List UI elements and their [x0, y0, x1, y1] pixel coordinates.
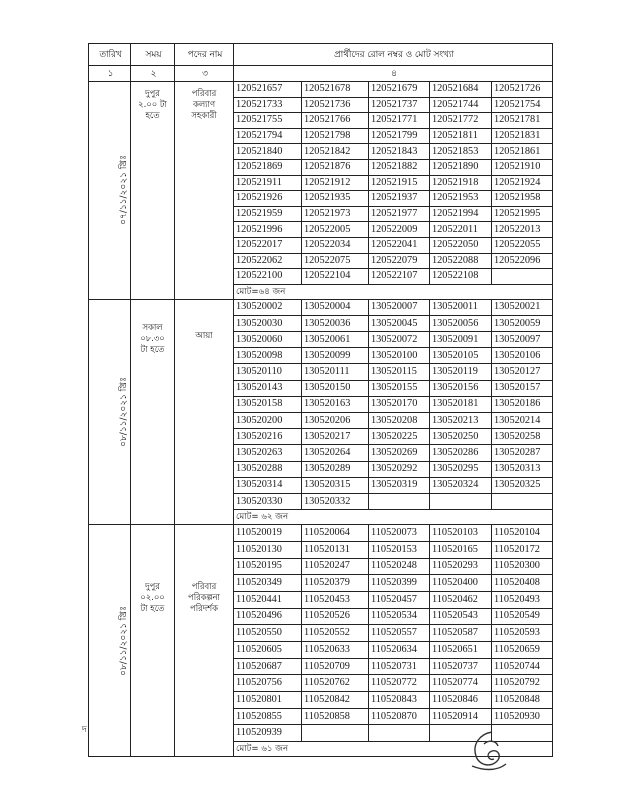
roll-number: 130520110 [234, 364, 302, 380]
candidate-total: মোট= ৬২ জন [234, 510, 553, 525]
roll-number: 120521910 [492, 159, 553, 175]
roll-number: 120521842 [302, 144, 369, 160]
roll-number: 110520165 [430, 541, 492, 558]
column-number: ৪ [234, 66, 553, 82]
exam-date-text: ০৮/১১/২০২১ খ্রিঃ [118, 605, 129, 676]
roll-number: 120522005 [302, 222, 369, 238]
roll-number: 120521754 [492, 97, 553, 113]
roll-number: 110520659 [492, 641, 553, 658]
roll-number: 110520493 [492, 591, 553, 608]
roll-number: 130520269 [369, 445, 430, 461]
post-name-line: পরিদর্শক [190, 603, 218, 614]
roll-row [89, 299, 553, 315]
roll-number: 130520216 [234, 429, 302, 445]
candidate-total: মোট= ৬১ জন [234, 742, 553, 757]
roll-number: 120521766 [302, 113, 369, 129]
header-roll-numbers: প্রার্থীদের রোল নম্বর ও মোট সংখ্যা [234, 44, 553, 66]
post-name-line: সহকারী [191, 110, 217, 120]
roll-number: 130520097 [492, 332, 553, 348]
roll-number [430, 493, 492, 509]
roll-number: 130520186 [492, 396, 553, 412]
roll-number: 130520315 [302, 477, 369, 493]
roll-number: 110520792 [492, 675, 553, 692]
roll-number: 110520744 [492, 658, 553, 675]
roll-number [492, 269, 553, 285]
roll-number: 120521772 [430, 113, 492, 129]
roll-number: 110520300 [492, 558, 553, 575]
roll-number: 120521953 [430, 191, 492, 207]
exam-date-text: ০৭/১১/২০২১ খ্রিঃ [118, 155, 129, 226]
roll-number: 110520408 [492, 575, 553, 592]
post-name-line: কল্যাণ [192, 99, 216, 109]
roll-number: 130520217 [302, 429, 369, 445]
roll-number: 130520158 [234, 396, 302, 412]
roll-number: 110520073 [369, 525, 430, 542]
roll-number: 130520111 [302, 364, 369, 380]
roll-number: 130520036 [302, 315, 369, 331]
roll-number: 120521799 [369, 128, 430, 144]
roll-number: 120521737 [369, 97, 430, 113]
roll-number: 120522075 [302, 253, 369, 269]
post-name-line: আয়া [195, 329, 213, 340]
roll-number: 110520772 [369, 675, 430, 692]
roll-number: 120521912 [302, 175, 369, 191]
exam-date [89, 82, 131, 300]
roll-number: 110520687 [234, 658, 302, 675]
roll-number: 110520064 [302, 525, 369, 542]
roll-number: 110520843 [369, 692, 430, 709]
roll-number: 110520737 [430, 658, 492, 675]
roll-number: 120522041 [369, 237, 430, 253]
header-time: সময় [131, 44, 175, 66]
roll-number: 110520587 [430, 625, 492, 642]
roll-number: 120522096 [492, 253, 553, 269]
roll-number: 120521798 [302, 128, 369, 144]
roll-number: 130520181 [430, 396, 492, 412]
roll-number: 130520099 [302, 348, 369, 364]
roll-number: 130520127 [492, 364, 553, 380]
roll-number: 120521996 [234, 222, 302, 238]
roll-number: 120522100 [234, 269, 302, 285]
roll-number: 130520119 [430, 364, 492, 380]
roll-number: 130520214 [492, 413, 553, 429]
roll-number: 120521853 [430, 144, 492, 160]
roll-number: 120521890 [430, 159, 492, 175]
roll-number: 120522088 [430, 253, 492, 269]
column-number: ২ [131, 66, 175, 82]
roll-number: 130520115 [369, 364, 430, 380]
roll-number: 110520552 [302, 625, 369, 642]
roll-number: 120522011 [430, 222, 492, 238]
roll-number: 130520287 [492, 445, 553, 461]
roll-number: 110520756 [234, 675, 302, 692]
roll-number: 130520056 [430, 315, 492, 331]
roll-number: 120521924 [492, 175, 553, 191]
roll-number: 130520021 [492, 299, 553, 315]
roll-number: 110520855 [234, 708, 302, 725]
roll-number [492, 493, 553, 509]
roll-number: 120521911 [234, 175, 302, 191]
roll-number: 110520534 [369, 608, 430, 625]
roll-number: 110520496 [234, 608, 302, 625]
roll-number: 130520225 [369, 429, 430, 445]
roll-number: 120521831 [492, 128, 553, 144]
roll-number: 130520100 [369, 348, 430, 364]
roll-number: 120521958 [492, 191, 553, 207]
roll-number: 120521994 [430, 206, 492, 222]
roll-number: 130520007 [369, 299, 430, 315]
roll-number: 130520330 [234, 493, 302, 509]
roll-number: 110520842 [302, 692, 369, 709]
roll-number: 110520130 [234, 541, 302, 558]
exam-time-line: হতে [145, 110, 160, 120]
roll-number: 120522013 [492, 222, 553, 238]
roll-number: 110520930 [492, 708, 553, 725]
roll-number: 110520441 [234, 591, 302, 608]
roll-number: 110520709 [302, 658, 369, 675]
roll-number: 130520098 [234, 348, 302, 364]
roll-number: 110520939 [234, 725, 302, 742]
roll-number: 120521882 [369, 159, 430, 175]
roll-number: 110520914 [430, 708, 492, 725]
roll-number: 120522104 [302, 269, 369, 285]
roll-number: 120522009 [369, 222, 430, 238]
exam-time-line: টা হতে [140, 603, 165, 614]
roll-number: 130520059 [492, 315, 553, 331]
roll-number: 130520105 [430, 348, 492, 364]
exam-time [131, 525, 175, 757]
roll-number: 120522079 [369, 253, 430, 269]
roll-number: 110520172 [492, 541, 553, 558]
exam-time [131, 299, 175, 524]
roll-number: 110520526 [302, 608, 369, 625]
roll-number: 120522107 [369, 269, 430, 285]
roll-number: 130520163 [302, 396, 369, 412]
roll-number: 110520870 [369, 708, 430, 725]
roll-number: 110520774 [430, 675, 492, 692]
roll-number [302, 725, 369, 742]
roll-number: 130520155 [369, 380, 430, 396]
roll-number: 120521840 [234, 144, 302, 160]
roll-number: 130520045 [369, 315, 430, 331]
exam-time-line: ০২.০০ [140, 592, 165, 603]
roll-number: 120521733 [234, 97, 302, 113]
header-post: পদের নাম [175, 44, 234, 66]
roll-number [369, 725, 430, 742]
post-name-line: পরিবার [191, 581, 217, 592]
exam-time-line: সকাল [142, 321, 163, 332]
roll-number: 110520103 [430, 525, 492, 542]
roll-number: 110520593 [492, 625, 553, 642]
roll-number: 130520200 [234, 413, 302, 429]
roll-number: 130520060 [234, 332, 302, 348]
exam-time [131, 82, 175, 300]
roll-number: 120521678 [302, 82, 369, 98]
roll-number: 110520195 [234, 558, 302, 575]
roll-number: 120522050 [430, 237, 492, 253]
roll-number: 130520313 [492, 461, 553, 477]
roll-number: 130520072 [369, 332, 430, 348]
roll-number: 120522017 [234, 237, 302, 253]
post-name [175, 299, 234, 524]
roll-number: 120521736 [302, 97, 369, 113]
roll-number: 130520213 [430, 413, 492, 429]
roll-number: 110520400 [430, 575, 492, 592]
roll-number: 130520250 [430, 429, 492, 445]
roll-number: 120521811 [430, 128, 492, 144]
roll-number: 120521843 [369, 144, 430, 160]
roll-number: 130520289 [302, 461, 369, 477]
roll-number: 120521926 [234, 191, 302, 207]
roll-number: 120521755 [234, 113, 302, 129]
roll-number: 130520314 [234, 477, 302, 493]
roll-number: 120521869 [234, 159, 302, 175]
post-name-line: পরিকল্পনা [188, 592, 220, 603]
roll-number: 110520731 [369, 658, 430, 675]
roll-number: 120522055 [492, 237, 553, 253]
roll-number: 120521935 [302, 191, 369, 207]
roll-number: 110520247 [302, 558, 369, 575]
roll-number: 120521995 [492, 206, 553, 222]
roll-number: 130520150 [302, 380, 369, 396]
roll-number: 120521684 [430, 82, 492, 98]
roll-number: 110520248 [369, 558, 430, 575]
roll-number: 120521959 [234, 206, 302, 222]
roll-number: 130520325 [492, 477, 553, 493]
post-name [175, 525, 234, 757]
roll-number: 130520157 [492, 380, 553, 396]
header-row [89, 44, 553, 66]
roll-number: 130520156 [430, 380, 492, 396]
roll-number: 130520206 [302, 413, 369, 429]
roll-row [89, 525, 553, 542]
roll-number: 110520846 [430, 692, 492, 709]
exam-time-line: ২.০০ টা [138, 99, 167, 109]
roll-number: 110520557 [369, 625, 430, 642]
roll-number: 130520324 [430, 477, 492, 493]
roll-number: 120521726 [492, 82, 553, 98]
roll-number: 120521794 [234, 128, 302, 144]
roll-number: 110520762 [302, 675, 369, 692]
roll-number: 130520143 [234, 380, 302, 396]
roll-number: 110520848 [492, 692, 553, 709]
header-date: তারিখ [89, 44, 131, 66]
roll-number: 110520605 [234, 641, 302, 658]
roll-number: 120521861 [492, 144, 553, 160]
roll-number: 120521744 [430, 97, 492, 113]
roll-number: 130520264 [302, 445, 369, 461]
roll-number [369, 493, 430, 509]
column-number-row [89, 66, 553, 82]
roll-number: 120522108 [430, 269, 492, 285]
roll-number: 130520004 [302, 299, 369, 315]
exam-time-line: দুপুর [145, 581, 160, 592]
roll-number: 130520170 [369, 396, 430, 412]
roll-number: 130520332 [302, 493, 369, 509]
roll-number: 120522034 [302, 237, 369, 253]
roll-number: 120521937 [369, 191, 430, 207]
roll-number: 110520104 [492, 525, 553, 542]
roll-number: 120521876 [302, 159, 369, 175]
roll-number: 120521679 [369, 82, 430, 98]
roll-number: 130520263 [234, 445, 302, 461]
roll-number: 130520011 [430, 299, 492, 315]
exam-time-line: দুপুর [145, 88, 160, 98]
roll-number: 110520633 [302, 641, 369, 658]
roll-number: 120521918 [430, 175, 492, 191]
footer-mark: দ [82, 725, 87, 735]
roll-number: 130520319 [369, 477, 430, 493]
roll-number: 110520453 [302, 591, 369, 608]
post-name [175, 82, 234, 300]
roll-number: 110520549 [492, 608, 553, 625]
roll-number: 110520293 [430, 558, 492, 575]
roll-number: 130520258 [492, 429, 553, 445]
exam-date [89, 525, 131, 757]
post-name-line: পরিবার [191, 88, 217, 98]
roll-number: 130520091 [430, 332, 492, 348]
roll-row [89, 82, 553, 98]
candidate-total: মোট=৬৪ জন [234, 284, 553, 299]
roll-number: 110520634 [369, 641, 430, 658]
exam-date [89, 299, 131, 524]
roll-number: 120521771 [369, 113, 430, 129]
roll-number: 130520002 [234, 299, 302, 315]
roll-number: 110520550 [234, 625, 302, 642]
roll-number: 120521781 [492, 113, 553, 129]
roll-number: 110520131 [302, 541, 369, 558]
roll-number: 110520349 [234, 575, 302, 592]
roll-number: 130520208 [369, 413, 430, 429]
roll-number: 110520462 [430, 591, 492, 608]
exam-schedule-table [88, 43, 553, 757]
roll-number: 110520379 [302, 575, 369, 592]
roll-number: 130520292 [369, 461, 430, 477]
roll-number: 130520106 [492, 348, 553, 364]
roll-number: 120521657 [234, 82, 302, 98]
exam-date-text: ০৮/১১/২০২১ খ্রিঃ [118, 377, 129, 447]
signature-mark [462, 726, 510, 774]
roll-number: 110520801 [234, 692, 302, 709]
roll-number: 110520651 [430, 641, 492, 658]
exam-time-line: টা হতে [140, 343, 165, 354]
roll-number: 120521977 [369, 206, 430, 222]
roll-number: 130520295 [430, 461, 492, 477]
roll-number: 110520457 [369, 591, 430, 608]
roll-number: 120521973 [302, 206, 369, 222]
roll-number: 110520019 [234, 525, 302, 542]
roll-number: 130520030 [234, 315, 302, 331]
roll-number: 120521915 [369, 175, 430, 191]
roll-number: 110520858 [302, 708, 369, 725]
roll-number: 130520288 [234, 461, 302, 477]
roll-number: 120522062 [234, 253, 302, 269]
roll-number: 110520543 [430, 608, 492, 625]
roll-number: 130520061 [302, 332, 369, 348]
roll-number: 130520286 [430, 445, 492, 461]
roll-number: 110520153 [369, 541, 430, 558]
exam-time-line: ০৮.৩০ [140, 332, 165, 343]
column-number: ১ [89, 66, 131, 82]
roll-number: 110520399 [369, 575, 430, 592]
column-number: ৩ [175, 66, 234, 82]
